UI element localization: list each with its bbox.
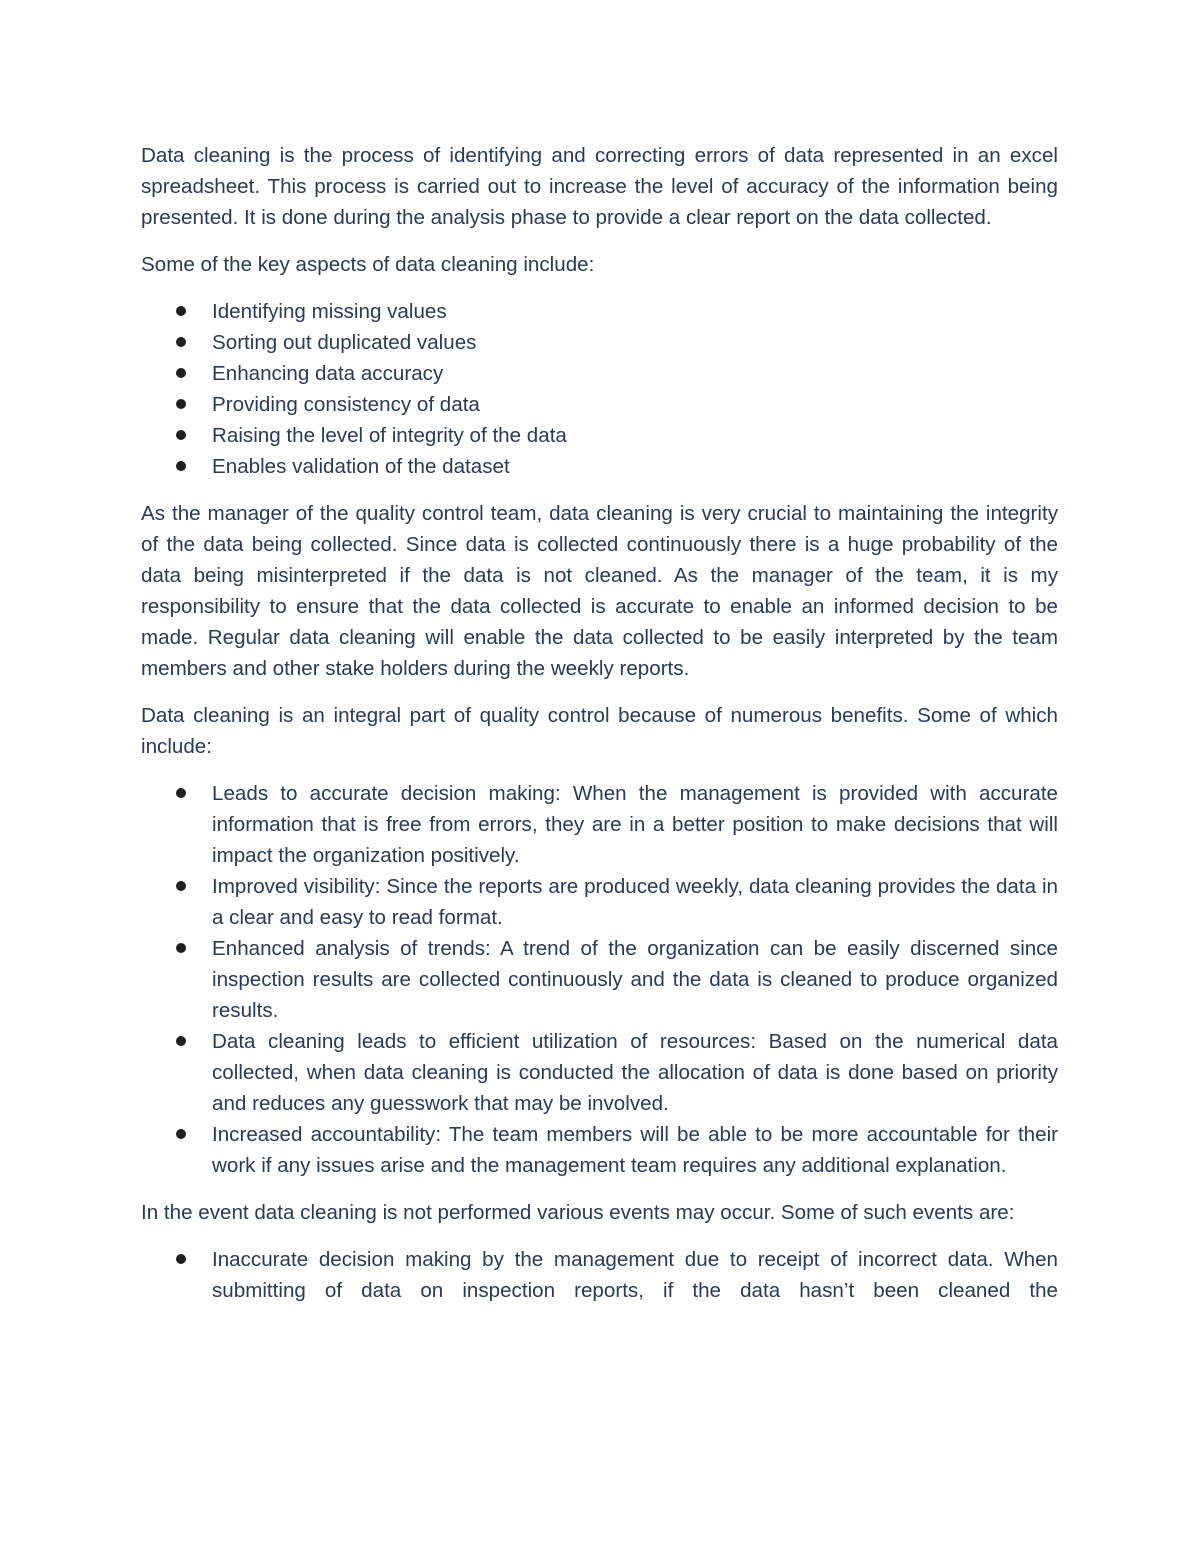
benefits-list	[141, 778, 1058, 1181]
paragraph-manager-role: As the manager of the quality control team, data cleaning is very crucial to maintaining the integrity of the data being collected. Since data is collected continuously there is a huge probability of the data being misinterpreted if the data is not cleaned. As the manager of the team, it is my responsibility to ensure that the data collected is accurate to enable an informed decision to be made. Regular data cleaning will enable the data collected to be easily interpreted by the team members and other stake holders during the weekly reports.	[141, 502, 1058, 680]
list-item: Identifying missing values	[212, 296, 1058, 327]
list-item: Increased accountability: The team members will be able to be more accountable for their work if any issues arise and the management team requires any additional explanation.	[212, 1119, 1058, 1181]
key-aspects-list	[141, 296, 1058, 482]
bullet-icon	[176, 430, 186, 440]
bullet-icon	[176, 1254, 186, 1264]
list-item: Improved visibility: Since the reports are produced weekly, data cleaning provides the data in a clear and easy to read format.	[212, 871, 1058, 933]
bullet-icon	[176, 881, 186, 891]
bullet-icon	[176, 943, 186, 953]
document-body	[141, 140, 1058, 1322]
paragraph-intro: Data cleaning is the process of identifying and correcting errors of data represented in an excel spreadsheet. This process is carried out to increase the level of accuracy of the information being presented. It is done during the analysis phase to provide a clear report on the data collected.	[141, 144, 1058, 229]
consequences-list	[141, 1244, 1058, 1306]
list-item: Enhanced analysis of trends: A trend of the organization can be easily discerned since inspection results are collected continuously and the data is cleaned to produce organized results.	[212, 933, 1058, 1026]
bullet-icon	[176, 368, 186, 378]
bullet-icon	[176, 306, 186, 316]
bullet-icon	[176, 461, 186, 471]
bullet-icon	[176, 788, 186, 798]
list-item: Data cleaning leads to efficient utilization of resources: Based on the numerical data collected, when data cleaning is conducted the allocation of data is done based on priority and reduces any guesswork that may be involved.	[212, 1026, 1058, 1119]
paragraph-key-aspects-lead: Some of the key aspects of data cleaning include:	[141, 253, 595, 276]
list-item: Leads to accurate decision making: When the management is provided with accurate information that is free from errors, they are in a better position to make decisions that will impact the organization positively.	[212, 778, 1058, 871]
paragraph-benefits-lead: Data cleaning is an integral part of quality control because of numerous benefits. Some of which include:	[141, 704, 1058, 758]
list-item: Enhancing data accuracy	[212, 358, 1058, 389]
bullet-icon	[176, 337, 186, 347]
list-item: Enables validation of the dataset	[212, 451, 1058, 482]
list-item: Providing consistency of data	[212, 389, 1058, 420]
list-item: Raising the level of integrity of the data	[212, 420, 1058, 451]
paragraph-consequences-lead: In the event data cleaning is not performed various events may occur. Some of such events are:	[141, 1201, 1015, 1224]
bullet-icon	[176, 1129, 186, 1139]
bullet-icon	[176, 399, 186, 409]
list-item: Inaccurate decision making by the management due to receipt of incorrect data. When submitting of data on inspection reports, if the data hasn’t been cleaned the	[212, 1244, 1058, 1306]
list-item: Sorting out duplicated values	[212, 327, 1058, 358]
bullet-icon	[176, 1036, 186, 1046]
